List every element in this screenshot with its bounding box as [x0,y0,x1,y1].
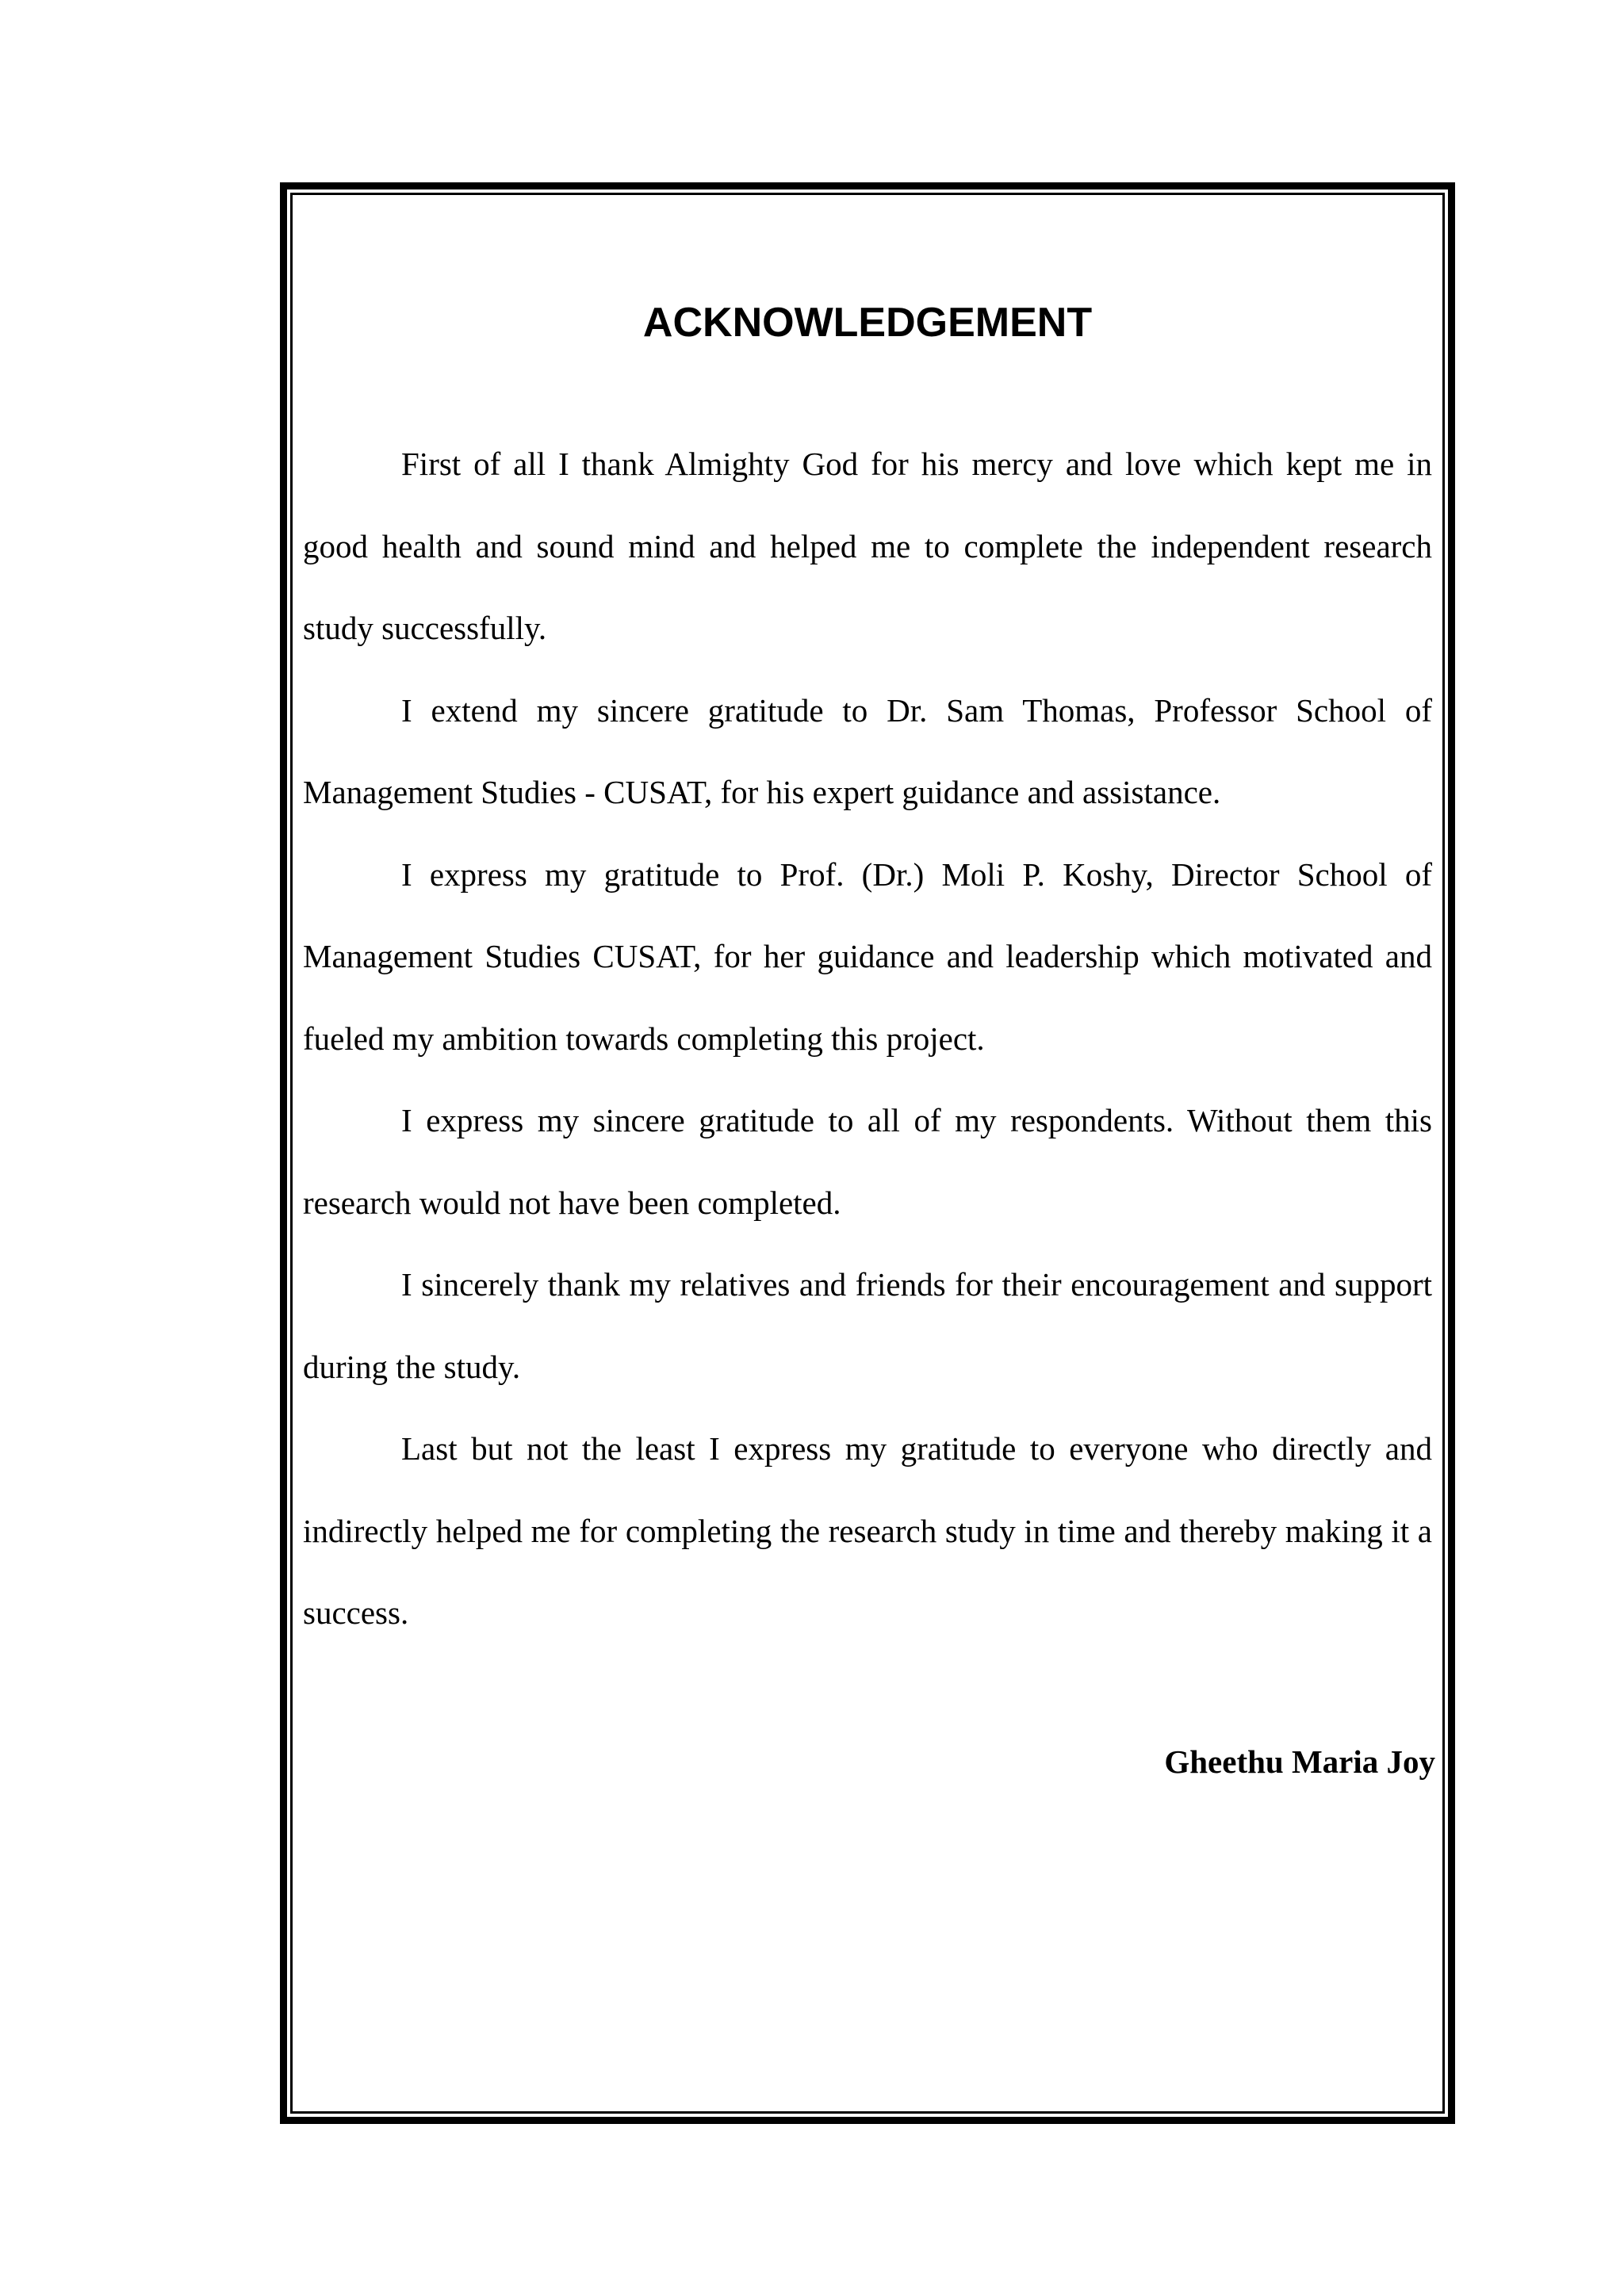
paragraph-thanks-director: I express my gratitude to Prof. (Dr.) Moli P. Koshy, Director School of Management Studies CUSAT, for her guidance and leadership which motivated and fueled my ambition towards completing this project. [303,855,1432,1057]
paragraph-thanks-everyone: Last but not the least I express my gratitude to everyone who directly and indirectly helped me for completing the research study in time and thereby making it a success. [303,1430,1432,1631]
paragraph-thanks-respondents: I express my sincere gratitude to all of my respondents. Without them this research would not have been completed. [303,1102,1432,1221]
paragraph-thanks-family: I sincerely thank my relatives and friends for their encouragement and support during the study. [303,1266,1432,1385]
acknowledgement-body [303,423,1432,1655]
author-signature: Gheethu Maria Joy [1164,1743,1435,1780]
page-title: ACKNOWLEDGEMENT [642,300,1093,346]
paragraph-thanks-god: First of all I thank Almighty God for his mercy and love which kept me in good health and sound mind and helped me to complete the independent research study successfully. [303,446,1432,646]
paragraph-thanks-guide: I extend my sincere gratitude to Dr. Sam Thomas, Professor School of Management Studies - CUSAT, for his expert guidance and assistance. [303,691,1432,810]
